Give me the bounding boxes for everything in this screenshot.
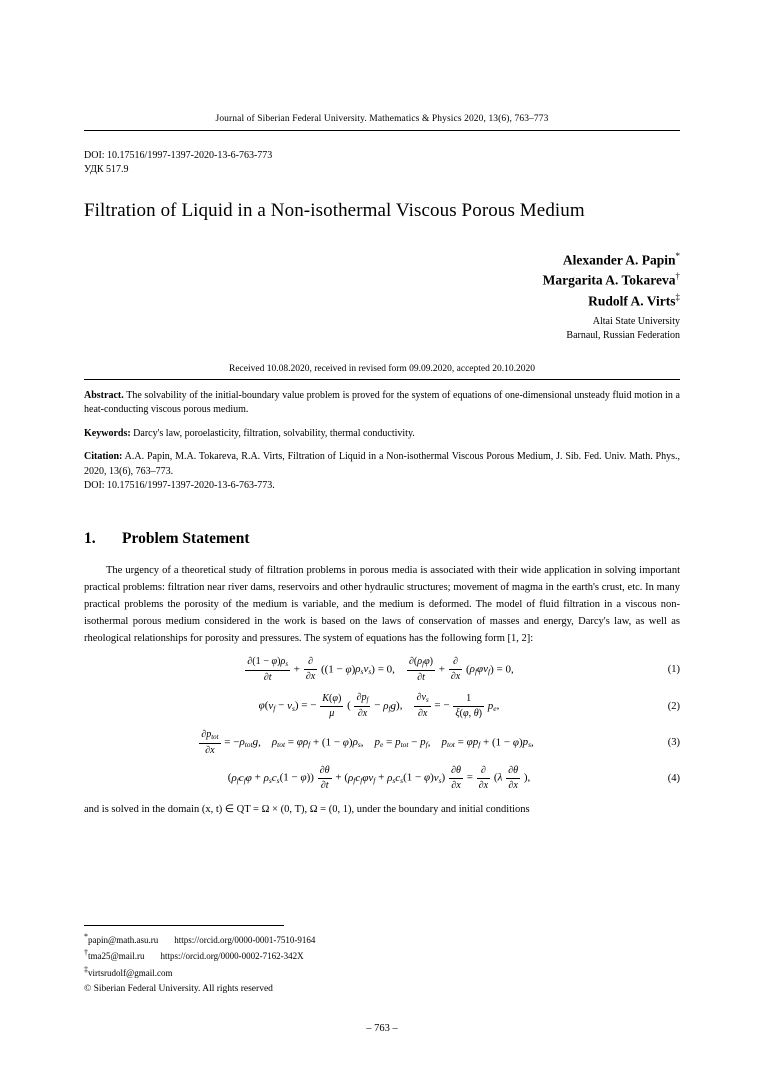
abstract-text: The solvability of the initial-boundary value problem is proved for the system of equations of one-dimensional unsteady fluid motion in a heat-conducting viscous porous medium.	[84, 389, 680, 416]
abstract-top-rule	[84, 379, 680, 380]
author-name: Margarita A. Tokareva	[542, 272, 676, 288]
equation-2-number: (2)	[667, 700, 680, 712]
footnote-email: tma25@mail.ru	[88, 951, 145, 961]
abstract	[84, 389, 680, 418]
equation-4	[84, 765, 680, 791]
author-mark: ‡	[675, 292, 680, 303]
section-number: 1.	[84, 529, 96, 547]
citation-text: A.A. Papin, M.A. Tokareva, R.A. Virts, Filtration of Liquid in a Non-isothermal Viscous Porous Medium, J. Sib. Fed. Univ. Math. Phys., 2020, 13(6), 763–773.	[84, 451, 680, 477]
equation-1-body: $\frac{\partial(1 - \varphi)\rho_s}{\partial t}$ + $\frac{\partial}{\partial x}$ $((1 - \varphi)\rho_sv_s) = 0$, $\frac{\partial(\rho_f\varphi)}{\partial t}$ + $\frac{\partial}{\partial x}$ $(\rho_f\varphi v_f) = 0$,	[247, 655, 514, 683]
copyright-line: © Siberian Federal University. All rights reserved	[84, 984, 273, 994]
equation-4-number: (4)	[667, 772, 680, 784]
footnote-item	[84, 931, 680, 948]
keywords-text: Darcy's law, poroelasticity, filtration, solvability, thermal conductivity.	[133, 427, 415, 439]
page-number: – 763 –	[366, 1023, 398, 1034]
author-mark: †	[675, 271, 680, 282]
paragraph-intro: The urgency of a theoretical study of filtration problems in porous media is associated with their wide application in solving important practical problems: filtration near river dams, reservoirs and other hydraulic structures; movement of magma in the earth's crust, etc. In many practical problems the porosity of the medium is variable, and the medium is deformed. The model of fluid filtration in a viscous non-isothermal porous medium considered in the work is based on the laws of conservation of masses and energy, Darcy's law, as well as rheological relationships for porosity and pressures. The system of equations has the following form [1, 2]:	[84, 564, 680, 644]
footnotes	[84, 925, 680, 995]
citation-doi: DOI: 10.17516/1997-1397-2020-13-6-763-773.	[84, 480, 275, 492]
author-entry	[84, 270, 680, 291]
equation-4-body: $(\rho_fc_f\varphi + \rho_sc_s(1 - \varphi))$ $\frac{\partial\theta}{\partial t}$ + $(\rho_fc_f\varphi v_f + \rho_sc_s(1 - \varphi)v_s)$ $\frac{\partial\theta}{\partial x}$ = $\frac{\partial}{\partial x}$ (λ $\frac{\partial\theta}{\partial x}$ ),	[227, 765, 531, 791]
section-title: Problem Statement	[122, 529, 250, 547]
affiliation	[84, 315, 680, 344]
footnote-rule	[84, 925, 284, 926]
equation-2	[84, 692, 680, 719]
footnote-item	[84, 947, 680, 964]
equation-1	[84, 656, 680, 683]
page-title: Filtration of Liquid in a Non-isothermal Viscous Porous Medium	[84, 200, 585, 221]
running-head: Journal of Siberian Federal University. Mathematics & Physics 2020, 13(6), 763–773	[215, 114, 549, 124]
author-entry	[84, 291, 680, 312]
affiliation-line: Altai State University	[592, 315, 680, 327]
equation-3-number: (3)	[667, 737, 680, 749]
citation	[84, 450, 680, 494]
abstract-label: Abstract.	[84, 389, 124, 401]
equation-1-number: (1)	[667, 664, 680, 676]
paragraph-domain: and is solved in the domain (x, t) ∈ QT = Ω × (0, T), Ω = (0, 1), under the boundary and initial conditions	[84, 803, 530, 815]
footnote-mark: ‡	[84, 964, 88, 974]
author-name: Alexander A. Papin	[562, 252, 676, 268]
affiliation-line: Barnaul, Russian Federation	[566, 330, 680, 342]
citation-label: Citation:	[84, 451, 123, 463]
received-dates: Received 10.08.2020, received in revised form 09.09.2020, accepted 20.10.2020	[228, 363, 536, 374]
header-rule	[84, 130, 680, 131]
equation-3	[84, 729, 680, 756]
footnote-mark: †	[84, 948, 88, 957]
equation-3-body: $\frac{\partial p_{tot}}{\partial x}$ = $-\rho_{tot}g$, $\rho_{tot} = \varphi\rho_f + (1 - \varphi)\rho_s$, $p_e = p_{tot} - p_f$, $p_{tot} = \varphi p_f + (1 - \varphi)p_s$,	[201, 728, 534, 756]
section-heading	[84, 530, 680, 548]
footnote-orcid: https://orcid.org/0000-0001-7510-9164	[174, 934, 316, 945]
footnote-email: virtsrudolf@gmail.com	[88, 967, 173, 978]
equation-2-body: $\varphi(v_f - v_s)$ = − $\frac{K(\varphi)}{\mu}$ ( $\frac{\partial p_f}{\partial x}$ − $\rho_fg$), $\frac{\partial v_s}{\partial x}$ = − $\frac{1}{\xi(\varphi, \theta)}$ $p_e$,	[258, 692, 500, 720]
author-entry	[84, 250, 680, 271]
footnote-item	[84, 964, 680, 981]
footnote-mark: *	[84, 931, 88, 941]
keywords-label: Keywords:	[84, 427, 131, 439]
author-list	[84, 250, 680, 312]
footnote-orcid: https://orcid.org/0000-0002-7162-342X	[160, 951, 304, 961]
udk-line: УДК 517.9	[84, 163, 129, 175]
doi-line: DOI: 10.17516/1997-1397-2020-13-6-763-773	[84, 150, 273, 161]
footnote-email: papin@math.asu.ru	[88, 934, 159, 945]
author-mark: *	[675, 250, 680, 261]
keywords	[84, 427, 680, 442]
author-name: Rudolf A. Virts	[588, 293, 676, 309]
